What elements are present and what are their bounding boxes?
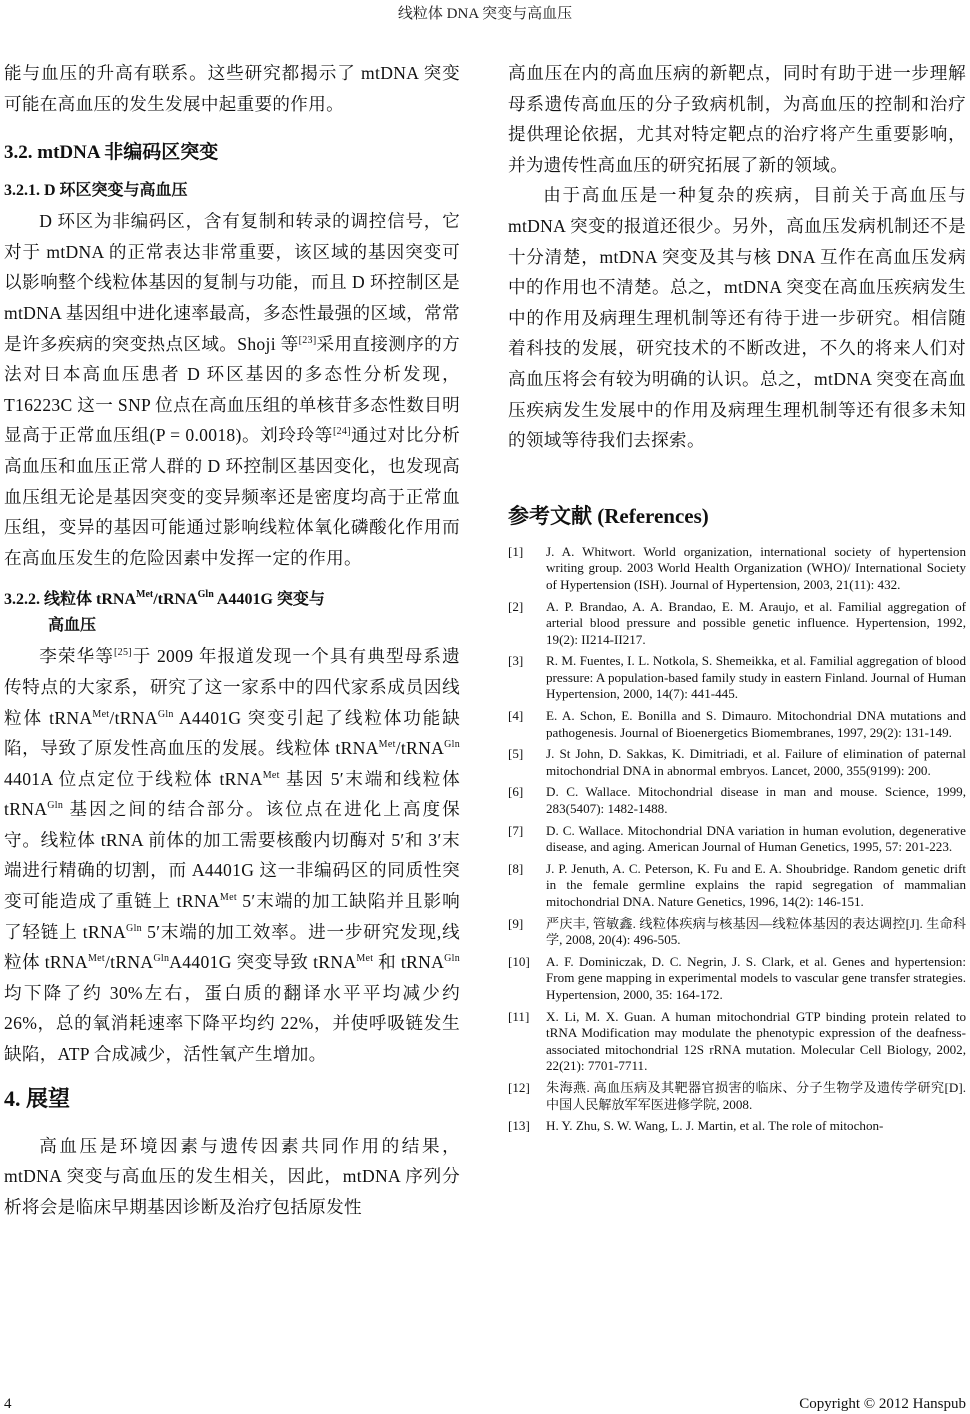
superscript: Met <box>87 953 105 965</box>
reference-item <box>508 708 966 741</box>
reference-text: H. Y. Zhu, S. W. Wang, L. J. Martin, et al. The role of mitochon- <box>546 1118 884 1134</box>
reference-text: J. A. Whitwort. World organization, international society of hypertension writing group. 2003 World Health Organization (WHO)/ International Society of Hypertension (ISH). Journal of Hypertension, 2003, 21(11): 432. <box>546 543 966 592</box>
references-heading: 参考文献 (References) <box>508 503 709 528</box>
citation: [23] <box>298 334 317 346</box>
text: 5′末端的加工效率。进一步研究发现,线粒体 tRNA <box>4 921 460 973</box>
text: A4401G 突变与 <box>213 591 325 609</box>
paragraph <box>4 206 460 573</box>
reference-text: E. A. Schon, E. Bonilla and S. Dimauro. Mitochondrial DNA mutations and pathogenesis. Journal of Bioenergetics Biomembranes, 1997, 29(2): 131-149. <box>546 708 966 740</box>
subsection-heading-3-2-2 <box>4 587 460 639</box>
reference-item <box>508 784 966 817</box>
reference-number: [4] <box>508 708 524 724</box>
paragraph <box>4 641 460 1069</box>
text: A4401G 突变导致 tRNA <box>169 952 357 973</box>
citation: [25] <box>114 647 132 659</box>
text: 基因之间的结合部分。该位点在进化上高度保守。线粒体 tRNA 前体的加工需要核酸内切酶对 5′和 3′末端进行精确的切割，而 A4401G 这一非编码区的同质性突变可能造成了重链上 tRNA <box>4 799 460 912</box>
right-column <box>508 58 966 1140</box>
text: 和 tRNA <box>373 952 445 973</box>
left-column <box>4 58 460 1222</box>
reference-item <box>508 1009 966 1075</box>
reference-list <box>508 544 966 1135</box>
paragraph: 高血压在内的高血压病的新靶点，同时有助于进一步理解母系遗传高血压的分子致病机制，为高血压的控制和治疗提供理论依据，尤其对特定靶点的治疗将产生重要影响，并为遗传性高血压的研究拓展了新的领域。 <box>508 63 966 175</box>
section-heading-3-2: 3.2. mtDNA 非编码区突变 <box>4 142 219 164</box>
reference-number: [10] <box>508 953 530 969</box>
superscript: Met <box>92 708 110 720</box>
text: /tRNA <box>104 952 154 973</box>
reference-text: A. P. Brandao, A. A. Brandao, E. M. Araujo, et al. Familial aggregation of arterial blood pressure and possible genetic influence. Hypertension, 1992, 19(2): II214-II217. <box>546 598 966 647</box>
superscript: Met <box>262 769 280 781</box>
text: 李荣华等 <box>39 646 115 667</box>
reference-item <box>508 954 966 1004</box>
reference-text: A. F. Dominiczak, D. C. Negrin, J. S. Clark, et al. Genes and hypertension: From gene mapping in experimental models to vascular gene transfer strategies. Hypertension, 2000, 35: 164-172. <box>546 953 966 1002</box>
reference-number: [5] <box>508 746 524 762</box>
text: 于 2009 年报道发现一个具有典型母系遗传特点的大家系，研究了这一家系中的四代家系成员因线粒体 tRNA <box>4 646 460 728</box>
copyright: Copyright © 2012 Hanspub <box>799 1396 966 1412</box>
text: 采用直接测序的方法对日本高血压患者 D 环区基因的多态性分析发现，T16223C 这一 SNP 位点在高血压组的单核苷多态性数目明显高于正常血压组(P = 0.0018)。刘玲玲等 <box>4 333 461 446</box>
reference-item <box>508 746 966 779</box>
superscript: Gln <box>153 953 170 965</box>
running-header: 线粒体 DNA 突变与高血压 <box>397 6 573 22</box>
reference-text: D. C. Wallace. Mitochondrial DNA variation in human evolution, degenerative disease, and aging. American Journal of Human Genetics, 1995, 57: 201-223. <box>546 822 966 855</box>
text: D 环区为非编码区，含有复制和转录的调控信号，它对于 mtDNA 的正常表达非常重要，该区域的基因突变可以影响整个线粒体基因的复制与功能，而且 D 环控制区是 mtDNA 基因组中进化速率最高，多态性最强的区域，常常是许多疾病的突变热点区域。Shoji 等 <box>4 211 460 354</box>
text: 基因 5′末端和线粒体 tRNA <box>4 768 460 820</box>
reference-text: R. M. Fuentes, I. L. Notkola, S. Shemeikka, et al. Familial aggregation of blood pressure: A population-based family study in eastern Finland. Journal of Human Hypertension, 2000, 14(7): 441-445. <box>546 653 966 702</box>
reference-text: 严庆丰, 管敏鑫. 线粒体疾病与核基因—线粒体基因的表达调控[J]. 生命科学, 2008, 20(4): 496-505. <box>546 915 966 948</box>
reference-item <box>508 823 966 856</box>
reference-item <box>508 861 966 911</box>
text: /tRNA <box>153 591 198 609</box>
reference-number: [7] <box>508 822 524 838</box>
superscript: Met <box>356 953 374 965</box>
reference-number: [12] <box>508 1079 530 1095</box>
reference-number: [3] <box>508 653 524 669</box>
reference-text: J. St John, D. Sakkas, K. Dimitriadi, et al. Failure of elimination of paternal mitochondrial DNA in abnormal embryos. Lancet, 2000, 355(9199): 200. <box>546 746 966 778</box>
superscript: Gln <box>197 589 214 601</box>
reference-number: [9] <box>508 915 524 931</box>
reference-number: [8] <box>508 860 524 876</box>
reference-item <box>508 1080 966 1113</box>
superscript: Gln <box>444 739 460 751</box>
text: /tRNA <box>109 707 158 728</box>
reference-text: 朱海燕. 高血压病及其靶器官损害的临床、分子生物学及遗传学研究[D]. 中国人民解放军军医进修学院, 2008. <box>546 1079 966 1112</box>
reference-number: [1] <box>508 543 524 559</box>
reference-item <box>508 1118 966 1135</box>
subsection-heading-3-2-1: 3.2.1. D 环区突变与高血压 <box>4 182 188 200</box>
superscript: Met <box>378 739 396 751</box>
reference-item <box>508 916 966 949</box>
reference-text: D. C. Wallace. Mitochondrial disease in man and mouse. Science, 1999, 283(5407): 1482-1488. <box>546 784 966 817</box>
citation: [24] <box>332 426 351 438</box>
superscript: Met <box>219 892 237 904</box>
section-heading-4: 4. 展望 <box>4 1085 71 1111</box>
text: /tRNA <box>395 738 445 759</box>
text: A4401G 突变引起了线粒体功能缺陷，导致了原发性高血压的发展。线粒体 tRNA <box>4 707 460 759</box>
page-number: 4 <box>4 1396 12 1412</box>
paragraph: 能与血压的升高有联系。这些研究都揭示了 mtDNA 突变可能在高血压的发生发展中起重要的作用。 <box>4 63 460 114</box>
paragraph: 高血压是环境因素与遗传因素共同作用的结果，mtDNA 突变与高血压的发生相关，因此，mtDNA 序列分析将会是临床早期基因诊断及治疗包括原发性 <box>4 1135 460 1217</box>
reference-text: J. P. Jenuth, A. C. Peterson, K. Fu and E. A. Shoubridge. Random genetic drift in the female germline explains the rapid segregation of mammalian mitochondrial DNA. Nature Genetics, 1996, 14(2): 146-151. <box>546 860 966 909</box>
text: 高血压 <box>48 617 97 635</box>
reference-item <box>508 653 966 703</box>
reference-text: X. Li, M. X. Guan. A human mitochondrial GTP binding protein related to tRNA Modification may modulate the phenotypic expression of the deafness-associated mitochondrial 12S rRNA mutation. Molecular Cell Biology, 2002, 22(21): 7701-7711. <box>546 1008 966 1074</box>
text: 通过对比分析高血压和血压正常人群的 D 环控制区基因变化，也发现高血压组无论是基因突变的变异频率还是密度均高于正常血压组，变异的基因可能通过影响线粒体氧化磷酸化作用而在高血压发生的危险因素中发挥一定的作用。 <box>4 425 461 568</box>
reference-item <box>508 544 966 594</box>
reference-number: [6] <box>508 784 524 800</box>
paragraph: 由于高血压是一种复杂的疾病，目前关于高血压与 mtDNA 突变的报道还很少。另外，高血压发病机制还不是十分清楚，mtDNA 突变及其与核 DNA 互作在高血压发病中的作用也不清楚。总之，mtDNA 突变在高血压疾病发生中的作用及病理生理机制等还有待于进一步研究。相信随着科技的发展，研究技术的不断改进，不久的将来人们对高血压将会有较为明确的认识。总之，mtDNA 突变在高血压疾病发生发展中的作用及病理生理机制等还有很多未知的领域等待我们去探索。 <box>508 185 966 451</box>
text: 3.2.2. 线粒体 tRNA <box>4 591 136 609</box>
reference-number: [13] <box>508 1118 530 1134</box>
superscript: Gln <box>157 708 174 720</box>
reference-number: [2] <box>508 598 524 614</box>
superscript: Gln <box>126 922 142 934</box>
reference-number: [11] <box>508 1008 530 1024</box>
superscript: Met <box>136 589 154 601</box>
text: 5′末端的加工缺陷并且影响了轻链上 tRNA <box>4 891 460 942</box>
superscript: Gln <box>47 800 64 812</box>
text: 4401A 位点定位于线粒体 tRNA <box>4 768 263 789</box>
superscript: Gln <box>444 953 460 965</box>
reference-item <box>508 599 966 649</box>
text: 均下降了约 30%左右，蛋白质的翻译水平平均减少约 26%，总的氧消耗速率下降平均约 22%，并使呼吸链发生缺陷，ATP 合成减少，活性氧产生增加。 <box>4 982 460 1065</box>
